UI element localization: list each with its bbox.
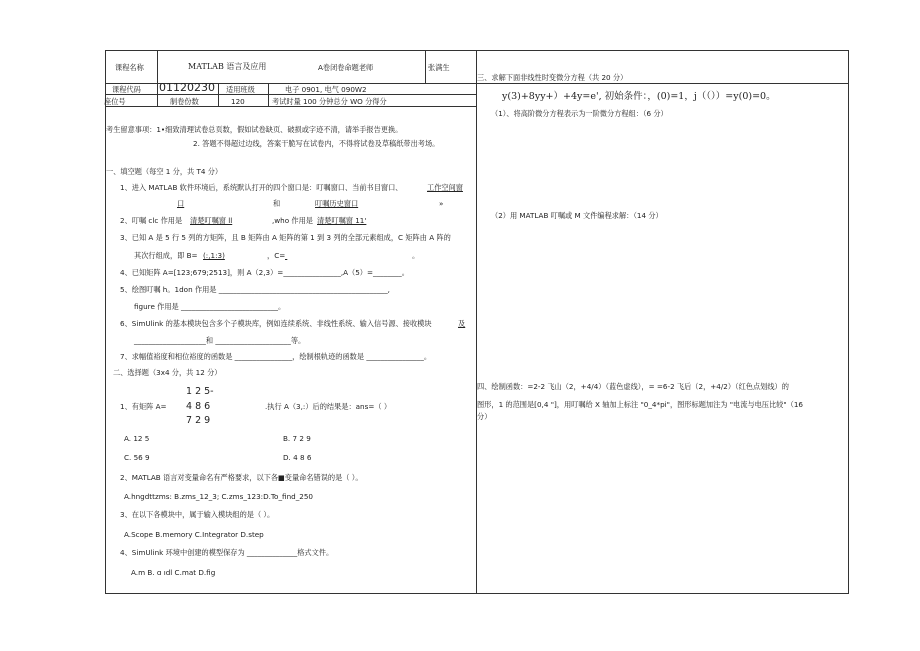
section3-title: 三、求解下面非线性时变微分方程（共 20 分） — [477, 73, 628, 82]
seat-label: 座位号 — [104, 97, 126, 106]
s1-q1-line1: 1、进入 MATLAB 软件环境后，系统默认打开的四个窗口是：叮嘱窗口、当前书目窗口、 — [120, 183, 403, 192]
s1-q2-answer2: 清楚叮嘱窗 11' — [317, 216, 367, 225]
s3-equation: y(3)+8yy+）+4y=e', 初始条件：，(0)=1，j（（））=y(0)=0。 — [502, 91, 776, 102]
copies-value: 120 — [231, 97, 245, 106]
teacher-name: 张满生 — [428, 63, 450, 72]
s1-q6-line1: 6、SimUlink 的基本模块包含多个子模块库，例如连续系统、非线性系统、输入信号源、接收模块 — [120, 319, 432, 328]
s1-q3-blank — [285, 251, 410, 260]
header-col-1 — [157, 50, 158, 106]
s2-q4: 4、SimUlink 环境中创建的模型保存为 ______________格式文件。 — [120, 548, 334, 557]
s2-q4-options: A.m B. ɑ ıdl C.mat D.fig — [131, 568, 216, 577]
header-col-4 — [425, 50, 426, 83]
s2-q1-post: .执行 A（3,:）后的结果是：ans=（ ） — [265, 402, 392, 411]
s2-q3-options: A.Scope B.memory C.Integrator D.step — [124, 530, 264, 539]
s1-q2-answer1: 清楚叮嘱窗 ll — [190, 216, 233, 225]
s1-q3-answer: (:,1:3) — [203, 251, 225, 260]
section2-title: 二、选择题（3x4 分，共 12 分） — [113, 368, 222, 377]
s2-q2: 2、MATLAB 语言对变量命名有严格要求，以下各■变量命名错误的是（ ）。 — [120, 473, 363, 482]
s1-q6-line2: ____________________和 _____________________等。 — [134, 336, 306, 345]
s1-q4: 4、已知矩阵 A=[123;679;2513]，则 A（2,3）=________________,A（5）=________。 — [120, 268, 409, 277]
course-name-label: 课程名称 — [115, 63, 144, 72]
class-value: 电子 0901, 电气 090W2 — [285, 85, 367, 94]
column-divider — [476, 50, 477, 594]
s4-line2: 图形，1 的范围是[0,4 "]，用叮嘱给 X 轴加上标注 "0_4*pi"，图形标题加注为 "电流与电压比较"（16 — [477, 400, 804, 409]
s2-q1-option-d: D. 4 8 6 — [283, 453, 312, 462]
course-code-label: 课程代码 — [112, 85, 141, 94]
s2-matrix-row3: 7 2 9 — [186, 415, 211, 426]
s1-q3-end: 。 — [412, 251, 420, 260]
s2-matrix-row2: 4 8 6 — [186, 401, 211, 412]
s4-line1: 四、绘制函数：=2-2 飞山（2，+4/4）（蓝色虚线），= =6-2 飞后（2，+4/2）（红色点划线）的 — [477, 382, 789, 391]
s1-q3-line2-mid: ，C= — [267, 251, 286, 260]
s1-q1-answer2: 叮嘱历史窗口 — [315, 199, 359, 208]
s1-q1-answer1-cont: 口 — [177, 199, 185, 208]
header-col-2 — [218, 83, 219, 106]
s1-q1-answer1: 工作空间窗 — [427, 183, 463, 192]
notice-line-2: 2. 答题不得超过边线，答案干脆写在试卷内，不得将试卷及草稿纸带出考场。 — [193, 139, 440, 148]
s1-q2-mid: ,who 作用是 — [272, 216, 313, 225]
s3-sub2: （2）用 MATLAB 叮嘱或 M 文件编程求解：（14 分） — [491, 211, 663, 220]
s1-q3-line1: 3、已知 A 是 5 行 5 列的方矩阵，且 B 矩阵由 A 矩阵的第 1 到 3 列的全部元素组成，C 矩阵由 A 阵的 — [120, 233, 451, 242]
s1-q3-line2-pre: 其次行组成，即 B= — [134, 251, 198, 260]
header-rule-3 — [105, 106, 476, 107]
s1-q2-pre: 2、叮嘱 clc 作用是 — [120, 216, 183, 225]
header-rule-2 — [105, 94, 476, 95]
s2-q3: 3、在以下各模块中，属于输入模块组的是（ ）。 — [120, 510, 275, 519]
copies-label: 制卷份数 — [170, 97, 199, 106]
s1-q7: 7、求幅值裕度和相位裕度的函数是 ________________，绘制根轨迹的函数是 ________________。 — [120, 352, 432, 361]
s2-q1-option-c: C. 56 9 — [124, 453, 150, 462]
s2-q1-option-a: A. 12 5 — [124, 434, 150, 443]
course-name-value: MATLAB 语言及应用 — [188, 62, 267, 71]
s2-matrix-row1: 1 2 5- — [186, 386, 214, 397]
s1-q6-answer: 及 — [458, 319, 466, 328]
s1-q1-and: 和 — [273, 199, 281, 208]
s1-q5: 5、绘图叮嘱 h。1don 作用是 _______________________________________________, — [120, 285, 390, 294]
s2-q1-pre: 1、有矩阵 A= — [120, 402, 167, 411]
section1-title: 一、填空题（每空 1 分，共 T4 分） — [106, 167, 223, 176]
class-label: 适用班级 — [226, 85, 255, 94]
time-label: 考试时量 100 分钟总分 WO 分得分 — [272, 97, 387, 106]
header-rule-right — [476, 83, 849, 84]
s2-q2-options: A.hngdttzms: B.zms_12_3; C.zms_123:D.To_find_250 — [124, 492, 314, 501]
notice-line-1: 考生留意事项：1•细致清理试卷总页数，假如试卷缺页、破损或字迹不清，请举手报告更换。 — [106, 125, 403, 134]
s1-q1-end: » — [439, 199, 444, 208]
header-col-3 — [268, 83, 269, 106]
course-code-value: 01120230 — [159, 81, 215, 94]
s1-q5b: figure 作用是 ___________________________。 — [134, 302, 286, 311]
s4-line3: 分） — [477, 412, 492, 421]
exam-type: A卷闭卷命题老师 — [318, 63, 374, 72]
s2-q1-option-b: B. 7 2 9 — [283, 434, 311, 443]
s3-sub1: （1）、将高阶微分方程表示为一阶微分方程组：（6 分） — [491, 109, 668, 118]
